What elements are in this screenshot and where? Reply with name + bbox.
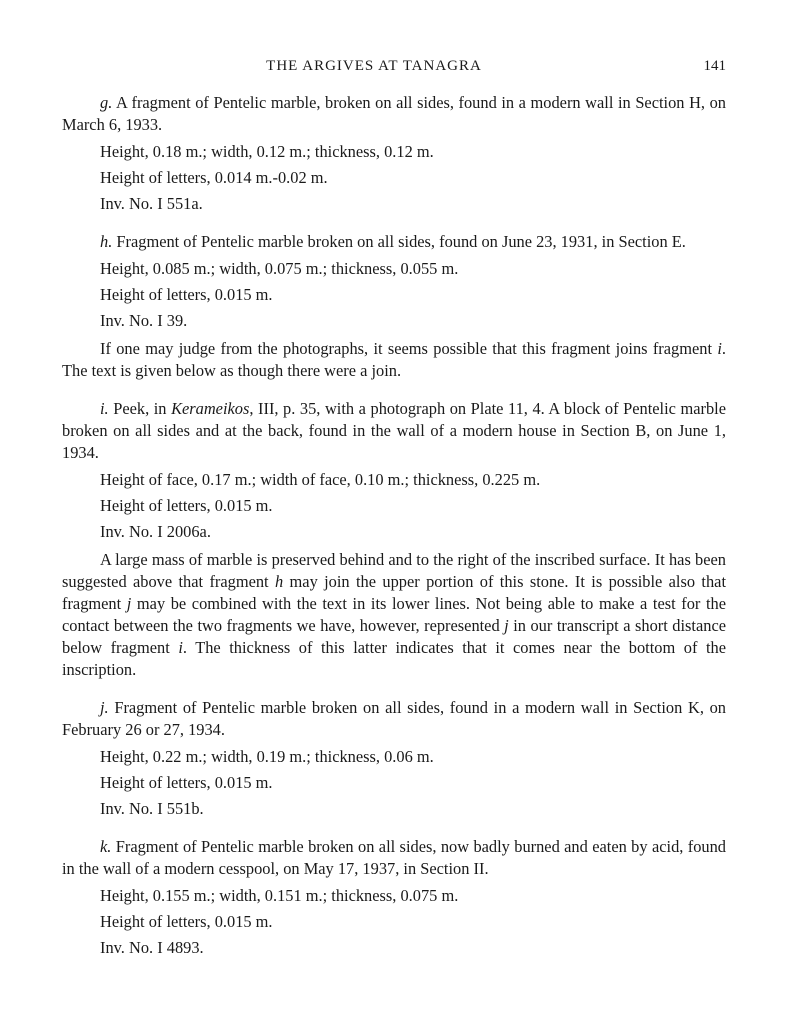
entry-j-letter-height: Height of letters, 0.015 m. xyxy=(100,773,273,792)
article-body xyxy=(62,92,726,959)
entry-h-description: h. Fragment of Pentelic marble broken on all sides, found on June 23, 1931, in Section E. xyxy=(100,232,686,251)
entry-k-letter: k. xyxy=(100,837,112,856)
entry-k-dimensions: Height, 0.155 m.; width, 0.151 m.; thickness, 0.075 m. xyxy=(100,886,459,905)
entry-k-inventory: Inv. No. I 4893. xyxy=(100,938,204,957)
entry-k-letter-height: Height of letters, 0.015 m. xyxy=(100,912,273,931)
entry-h-dimensions: Height, 0.085 m.; width, 0.075 m.; thickness, 0.055 m. xyxy=(100,259,459,278)
entry-i-description: i. Peek, in Kerameikos, III, p. 35, with a photograph on Plate 11, 4. A block of Pentelic marble broken on all sides and at the back, found in the wall of a modern house in Section B, on June 1, 1934. xyxy=(62,399,726,462)
section-label: E xyxy=(671,232,682,251)
entry-i-letter-height: Height of letters, 0.015 m. xyxy=(100,496,273,515)
entry-h-note: If one may judge from the photographs, it seems possible that this fragment joins fragment i. The text is given below as though there were a join. xyxy=(62,339,726,380)
entry-h-inventory: Inv. No. I 39. xyxy=(100,311,188,330)
entry-j-description: j. Fragment of Pentelic marble broken on all sides, found in a modern wall in Section K, on February 26 or 27, 1934. xyxy=(62,698,726,739)
entry-g-inventory: Inv. No. I 551a. xyxy=(100,194,203,213)
entry-h-letter-height: Height of letters, 0.015 m. xyxy=(100,285,273,304)
entry-i-letter: i. xyxy=(100,399,109,418)
entry-h-letter: h. xyxy=(100,232,113,251)
section-label: K xyxy=(687,698,700,717)
entry-j-dimensions: Height, 0.22 m.; width, 0.19 m.; thickness, 0.06 m. xyxy=(100,747,434,766)
entry-k-description: k. Fragment of Pentelic marble broken on all sides, now badly burned and eaten by acid, found in the wall of a modern cesspool, on May 17, 1937, in Section II. xyxy=(62,837,726,878)
running-title: THE ARGIVES AT TANAGRA xyxy=(266,58,482,74)
running-header xyxy=(62,58,726,75)
entry-j-letter: j. xyxy=(100,698,109,717)
entry-i-inventory: Inv. No. I 2006a. xyxy=(100,522,211,541)
page-number: 141 xyxy=(703,58,726,74)
work-title: Kerameikos xyxy=(171,399,250,418)
entry-g-description: g. A fragment of Pentelic marble, broken on all sides, found in a modern wall in Section H, on March 6, 1933. xyxy=(62,93,726,134)
entry-j-inventory: Inv. No. I 551b. xyxy=(100,799,204,818)
entry-i-note: A large mass of marble is preserved behind and to the right of the inscribed surface. It has been suggested above that fragment h may join the upper portion of this stone. It is possible also that fragment j may be combined with the text in its lower lines. Not being able to make a test for the contact between the two fragments we have, however, represented j in our transcript a short distance below fragment i. The thickness of this latter indicates that it comes near the bottom of the inscription. xyxy=(62,550,727,679)
section-label: II xyxy=(473,859,485,878)
section-label: B xyxy=(635,421,647,440)
entry-i-dimensions: Height of face, 0.17 m.; width of face, 0.10 m.; thickness, 0.225 m. xyxy=(100,470,541,489)
entry-g-dimensions: Height, 0.18 m.; width, 0.12 m.; thickness, 0.12 m. xyxy=(100,142,434,161)
entry-g-letter: g. xyxy=(100,93,113,112)
entry-g-letter-height: Height of letters, 0.014 m.-0.02 m. xyxy=(100,168,328,187)
section-label: H xyxy=(689,93,701,112)
